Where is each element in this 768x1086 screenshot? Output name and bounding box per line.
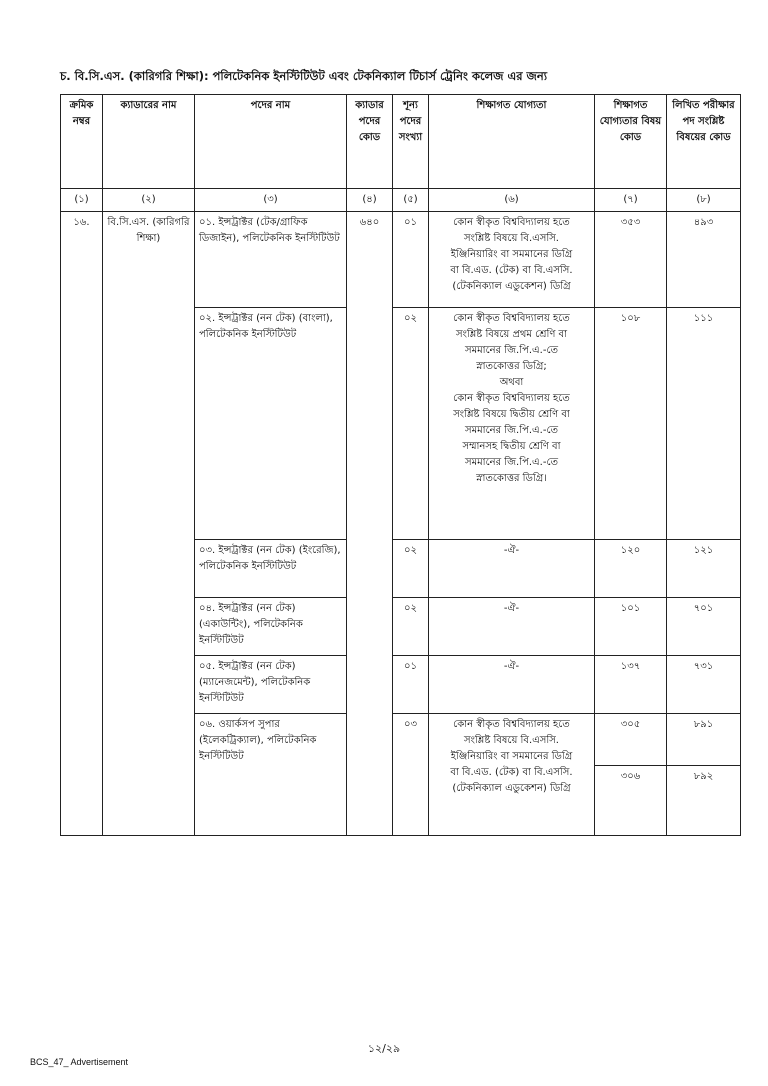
- post-name: ০৪. ইন্সট্রাক্টর (নন টেক) (একাউন্টিং), পলিটেকনিক ইনস্টিটিউট: [195, 598, 347, 656]
- qualification-line: (টেকনিক্যাল এডুকেশন) ডিগ্রি: [452, 281, 571, 292]
- qualification-line: সংশ্লিষ্ট বিষয়ে বি.এসসি.: [464, 735, 559, 746]
- qualification: [429, 308, 595, 540]
- qualification-line: (টেকনিক্যাল এডুকেশন) ডিগ্রি: [452, 783, 571, 794]
- post-name: ০৬. ওয়ার্কসপ সুপার (ইলেকট্রিক্যাল), পলিটেকনিক ইনস্টিটিউট: [195, 714, 347, 836]
- subject-code: ৩৫৩: [595, 212, 667, 308]
- serial-number: ১৬.: [61, 212, 103, 836]
- qualification-line: সংশ্লিষ্ট বিষয়ে দ্বিতীয় শ্রেণি বা: [453, 409, 570, 420]
- header-cadre-code: ক্যাডার পদের কোড: [347, 95, 393, 189]
- cadre-code: ৬৪০: [347, 212, 393, 836]
- table-row: [61, 212, 741, 308]
- qualification-line: সমমানের জি.পি.এ.-তে: [464, 345, 559, 356]
- col-number: (২): [103, 189, 195, 212]
- qualification-line: -ঐ-: [503, 603, 520, 614]
- subject-code: ১৩৭: [595, 656, 667, 714]
- vacancy-count: ০২: [393, 540, 429, 598]
- header-serial: ক্রমিক নম্বর: [61, 95, 103, 189]
- qualification-line: কোন স্বীকৃত বিশ্ববিদ্যালয় হতে: [453, 719, 570, 730]
- qualification-line: বা বি.এড. (টেক) বা বি.এসসি.: [450, 767, 573, 778]
- page-number: ১২/২৯: [367, 1042, 401, 1055]
- header-post-name: পদের নাম: [195, 95, 347, 189]
- vacancy-count: ০১: [393, 212, 429, 308]
- qualification-line: -ঐ-: [503, 661, 520, 672]
- header-vacancy: শূন্য পদের সংখ্যা: [393, 95, 429, 189]
- exam-code: ১১১: [667, 308, 741, 540]
- qualification-line: কোন স্বীকৃত বিশ্ববিদ্যালয় হতে: [453, 393, 570, 404]
- qualification-line: সমমানের জি.পি.এ.-তে: [464, 457, 559, 468]
- cadre-name: বি.সি.এস. (কারিগরি শিক্ষা): [103, 212, 195, 836]
- vacancy-count: ০২: [393, 598, 429, 656]
- qualification-line: সম্মানসহ দ্বিতীয় শ্রেণি বা: [462, 441, 561, 452]
- qualification: [429, 212, 595, 308]
- post-name: ০১. ইন্সট্রাক্টর (টেক/গ্রাফিক ডিজাইন), পলিটেকনিক ইনস্টিটিউট: [195, 212, 347, 308]
- qualification: [429, 598, 595, 656]
- subject-code: ৩০৫: [595, 714, 666, 766]
- col-number: (৫): [393, 189, 429, 212]
- exam-code: ১২১: [667, 540, 741, 598]
- qualification-line: স্নাতকোত্তর ডিগ্রি।: [476, 473, 547, 484]
- exam-code: ৪৯৩: [667, 212, 741, 308]
- qualification-line: কোন স্বীকৃত বিশ্ববিদ্যালয় হতে: [453, 313, 570, 324]
- footer-text: BCS_47_ Advertisement: [30, 1057, 129, 1067]
- col-number: (৩): [195, 189, 347, 212]
- subject-code: ১০৮: [595, 308, 667, 540]
- vacancy-count: ০৩: [393, 714, 429, 836]
- vacancy-count: ০১: [393, 656, 429, 714]
- col-number: (১): [61, 189, 103, 212]
- exam-code-split: [667, 714, 741, 836]
- qualification-line: স্নাতকোত্তর ডিগ্রি;: [476, 361, 547, 372]
- qualification-line: অথবা: [499, 377, 524, 388]
- qualification-line: ইঞ্জিনিয়ারিং বা সমমানের ডিগ্রি: [450, 249, 573, 260]
- header-qualification: শিক্ষাগত যোগ্যতা: [429, 95, 595, 189]
- exam-code: ৭০১: [667, 598, 741, 656]
- qualification-line: সমমানের জি.পি.এ.-তে: [464, 425, 559, 436]
- qualification-line: সংশ্লিষ্ট বিষয়ে প্রথম শ্রেণি বা: [455, 329, 568, 340]
- exam-code: ৮৯২: [693, 771, 714, 782]
- subject-code: ১২০: [595, 540, 667, 598]
- qualification: [429, 540, 595, 598]
- subject-code-split: [595, 714, 667, 836]
- qualification: [429, 714, 595, 836]
- exam-code: ৮৯১: [667, 714, 740, 766]
- vacancy-count: ০২: [393, 308, 429, 540]
- header-exam-code: লিখিত পরীক্ষার পদ সংশ্লিষ্ট বিষয়ের কোড: [667, 95, 741, 189]
- section-heading: চ. বি.সি.এস. (কারিগরি শিক্ষা): পলিটেকনিক ইনস্টিটিউট এবং টেকনিক্যাল টিচার্স ট্রেনিং কলেজ এর জন্য: [60, 69, 548, 83]
- qualification-line: ইঞ্জিনিয়ারিং বা সমমানের ডিগ্রি: [450, 751, 573, 762]
- qualification-line: সংশ্লিষ্ট বিষয়ে বি.এসসি.: [464, 233, 559, 244]
- qualification-line: কোন স্বীকৃত বিশ্ববিদ্যালয় হতে: [453, 217, 570, 228]
- col-number: (৭): [595, 189, 667, 212]
- qualification-line: -ঐ-: [503, 545, 520, 556]
- post-name: ০৩. ইন্সট্রাক্টর (নন টেক) (ইংরেজি), পলিটেকনিক ইনস্টিটিউট: [195, 540, 347, 598]
- header-cadre-name: ক্যাডারের নাম: [103, 95, 195, 189]
- subject-code: ৩০৬: [620, 771, 641, 782]
- qualification: [429, 656, 595, 714]
- qualification-line: বা বি.এড. (টেক) বা বি.এসসি.: [450, 265, 573, 276]
- post-name: ০৫. ইন্সট্রাক্টর (নন টেক) (ম্যানেজমেন্ট), পলিটেকনিক ইনস্টিটিউট: [195, 656, 347, 714]
- exam-code: ৭৩১: [667, 656, 741, 714]
- col-number: (৪): [347, 189, 393, 212]
- header-subject-code: শিক্ষাগত যোগ্যতার বিষয় কোড: [595, 95, 667, 189]
- col-number: (৮): [667, 189, 741, 212]
- header-row: [61, 95, 741, 189]
- col-number: (৬): [429, 189, 595, 212]
- recruitment-table: [60, 94, 741, 836]
- post-name: ০২. ইন্সট্রাক্টর (নন টেক) (বাংলা), পলিটেকনিক ইনস্টিটিউট: [195, 308, 347, 540]
- column-number-row: [61, 189, 741, 212]
- subject-code: ১০১: [595, 598, 667, 656]
